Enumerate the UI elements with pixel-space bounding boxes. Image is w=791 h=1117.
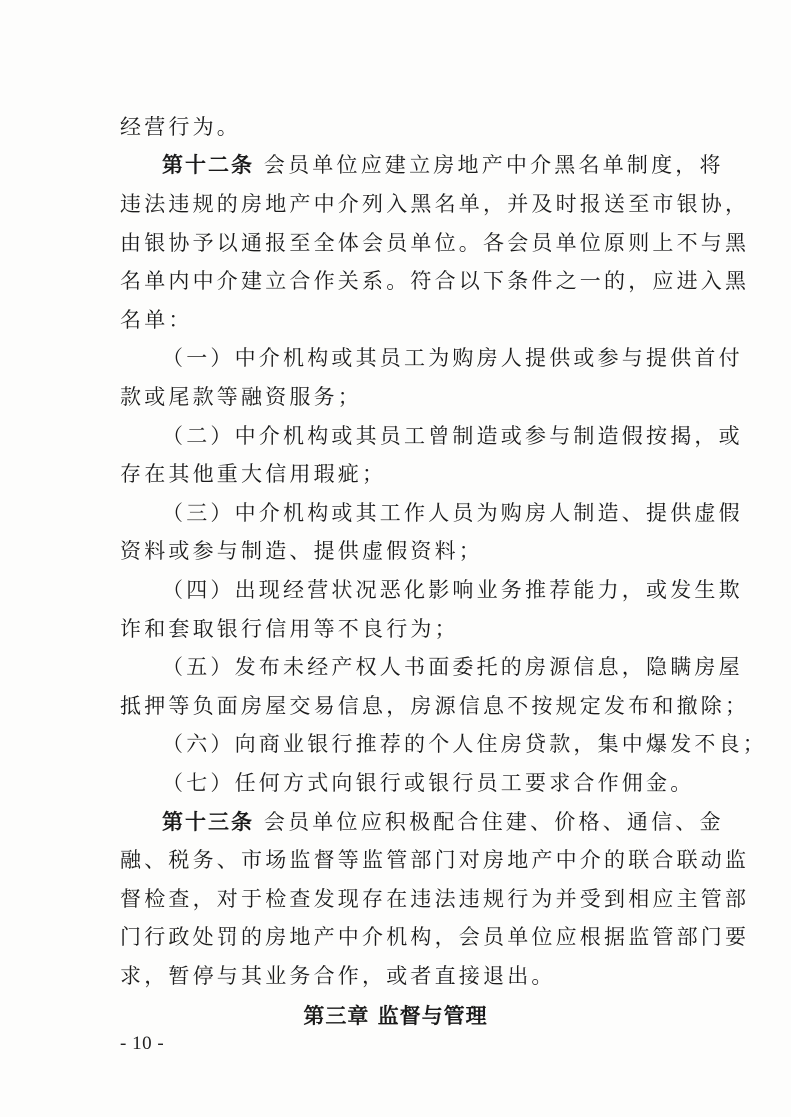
list-item: （六）向商业银行推荐的个人住房贷款，集中爆发不良； [162,732,767,756]
article-12-paragraph [162,155,724,176]
list-item: （一）中介机构或其员工为购房人提供或参与提供首付 [162,346,743,370]
text-line: 资料或参与制造、提供虚假资料； [120,539,483,563]
text-line: 求，暂停与其业务合作，或者直接退出。 [120,964,556,988]
page-number: - 10 - [120,1033,165,1054]
list-item: （七）任何方式向银行或银行员工要求合作佣金。 [162,771,695,795]
text-line: 名单： [120,308,193,332]
text-line: 抵押等负面房屋交易信息，房源信息不按规定发布和撤除； [120,694,750,718]
text-line: 经营行为。 [120,115,241,139]
text-line: 会员单位应建立房地产中介黑名单制度，将 [263,153,724,177]
text-line: 存在其他重大信用瑕疵； [120,462,387,486]
text-line: 违法违规的房地产中介列入黑名单，并及时报送至市银协， [120,192,750,216]
text-line: 融、税务、市场监督等监管部门对房地产中介的联合联动监 [120,848,750,872]
list-item: （三）中介机构或其工作人员为购房人制造、提供虚假 [162,501,743,525]
chapter-title: 第三章 监督与管理 [303,1004,488,1028]
article-13-paragraph [162,812,724,833]
list-item: （二）中介机构或其员工曾制造或参与制造假按揭，或 [162,424,743,448]
text-line: 督检查，对于检查发现存在违法违规行为并受到相应主管部 [120,887,750,911]
list-item: （五）发布未经产权人书面委托的房源信息，隐瞒房屋 [162,655,743,679]
text-line: 会员单位应积极配合住建、价格、通信、金 [263,810,724,834]
text-line: 由银协予以通报至全体会员单位。各会员单位原则上不与黑 [120,231,750,255]
article-12-label: 第十二条 [162,153,254,177]
list-item: （四）出现经营状况恶化影响业务推荐能力，或发生欺 [162,578,743,602]
article-13-label: 第十三条 [162,810,254,834]
text-line: 名单内中介建立合作关系。符合以下条件之一的，应进入黑 [120,269,750,293]
text-line: 款或尾款等融资服务； [120,385,362,409]
text-line: 诈和套取银行信用等不良行为； [120,617,459,641]
text-line: 门行政处罚的房地产中介机构，会员单位应根据监管部门要 [120,925,750,949]
